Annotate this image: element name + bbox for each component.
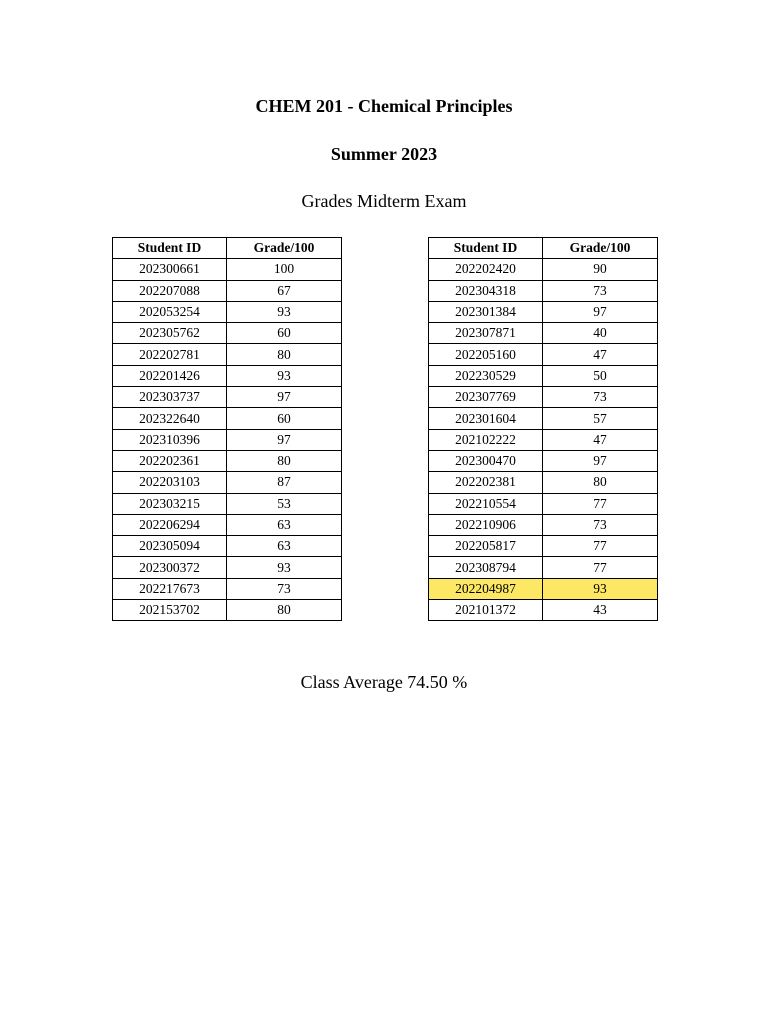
grade-cell: 77 — [543, 557, 658, 578]
student-id-cell: 202101372 — [429, 600, 543, 621]
class-average: Class Average 74.50 % — [300, 672, 468, 692]
student-id-cell: 202305094 — [113, 536, 227, 557]
student-id-cell: 202153702 — [113, 600, 227, 621]
student-id-cell: 202308794 — [429, 557, 543, 578]
grade-cell: 97 — [227, 429, 342, 450]
student-id-cell: 202204987 — [429, 578, 543, 599]
grade-cell: 53 — [227, 493, 342, 514]
grade-cell: 93 — [227, 365, 342, 386]
table-row — [429, 323, 658, 344]
term-title: Summer 2023 — [330, 144, 438, 164]
grade-cell: 63 — [227, 536, 342, 557]
grade-cell: 100 — [227, 259, 342, 280]
table-row — [113, 429, 342, 450]
student-id-cell: 202304318 — [429, 280, 543, 301]
table-row — [429, 472, 658, 493]
student-id-cell: 202210906 — [429, 514, 543, 535]
grades-table-right — [428, 237, 658, 621]
grade-cell: 97 — [227, 387, 342, 408]
student-id-cell: 202102222 — [429, 429, 543, 450]
grade-cell: 60 — [227, 408, 342, 429]
table-row — [429, 344, 658, 365]
table-row — [113, 600, 342, 621]
table-row — [429, 578, 658, 599]
course-title: CHEM 201 - Chemical Principles — [255, 96, 513, 116]
grade-cell: 63 — [227, 514, 342, 535]
grade-cell: 47 — [543, 344, 658, 365]
header-grade: Grade/100 — [227, 238, 342, 259]
table-row — [429, 493, 658, 514]
grade-cell: 40 — [543, 323, 658, 344]
table-row — [429, 387, 658, 408]
header-student-id: Student ID — [113, 238, 227, 259]
grade-cell: 43 — [543, 600, 658, 621]
table-row — [113, 472, 342, 493]
grade-cell: 73 — [227, 578, 342, 599]
student-id-cell: 202202420 — [429, 259, 543, 280]
table-row — [113, 408, 342, 429]
grade-cell: 73 — [543, 514, 658, 535]
grade-cell: 93 — [227, 301, 342, 322]
student-id-cell: 202205160 — [429, 344, 543, 365]
table-row — [429, 600, 658, 621]
student-id-cell: 202300470 — [429, 450, 543, 471]
student-id-cell: 202322640 — [113, 408, 227, 429]
student-id-cell: 202203103 — [113, 472, 227, 493]
student-id-cell: 202206294 — [113, 514, 227, 535]
grade-cell: 97 — [543, 301, 658, 322]
grade-cell: 50 — [543, 365, 658, 386]
student-id-cell: 202217673 — [113, 578, 227, 599]
student-id-cell: 202305762 — [113, 323, 227, 344]
student-id-cell: 202053254 — [113, 301, 227, 322]
grade-cell: 93 — [543, 578, 658, 599]
student-id-cell: 202230529 — [429, 365, 543, 386]
student-id-cell: 202207088 — [113, 280, 227, 301]
table-row — [113, 450, 342, 471]
table-row — [113, 536, 342, 557]
exam-title: Grades Midterm Exam — [301, 191, 467, 211]
header-student-id: Student ID — [429, 238, 543, 259]
grade-cell: 47 — [543, 429, 658, 450]
student-id-cell: 202300372 — [113, 557, 227, 578]
grade-cell: 90 — [543, 259, 658, 280]
table-row — [113, 387, 342, 408]
grade-cell: 57 — [543, 408, 658, 429]
table-row — [113, 301, 342, 322]
student-id-cell: 202301604 — [429, 408, 543, 429]
table-row — [429, 280, 658, 301]
table-row — [429, 429, 658, 450]
student-id-cell: 202202781 — [113, 344, 227, 365]
grade-cell: 87 — [227, 472, 342, 493]
student-id-cell: 202201426 — [113, 365, 227, 386]
student-id-cell: 202310396 — [113, 429, 227, 450]
grade-cell: 80 — [227, 344, 342, 365]
table-row — [113, 365, 342, 386]
grade-cell: 97 — [543, 450, 658, 471]
grade-cell: 80 — [227, 600, 342, 621]
table-row — [113, 344, 342, 365]
table-row — [429, 450, 658, 471]
grade-cell: 80 — [543, 472, 658, 493]
student-id-cell: 202303215 — [113, 493, 227, 514]
grades-table-left — [112, 237, 342, 621]
table-row — [429, 259, 658, 280]
grade-cell: 77 — [543, 493, 658, 514]
table-row — [113, 280, 342, 301]
table-row — [429, 536, 658, 557]
student-id-cell: 202307769 — [429, 387, 543, 408]
student-id-cell: 202210554 — [429, 493, 543, 514]
student-id-cell: 202202381 — [429, 472, 543, 493]
table-row — [113, 557, 342, 578]
grade-cell: 73 — [543, 387, 658, 408]
student-id-cell: 202303737 — [113, 387, 227, 408]
table-row — [429, 408, 658, 429]
grade-cell: 67 — [227, 280, 342, 301]
table-row — [429, 301, 658, 322]
grade-cell: 73 — [543, 280, 658, 301]
table-row — [429, 365, 658, 386]
student-id-cell: 202300661 — [113, 259, 227, 280]
student-id-cell: 202307871 — [429, 323, 543, 344]
grade-cell: 77 — [543, 536, 658, 557]
header-grade: Grade/100 — [543, 238, 658, 259]
grade-cell: 80 — [227, 450, 342, 471]
student-id-cell: 202301384 — [429, 301, 543, 322]
table-row — [113, 493, 342, 514]
table-header-row — [429, 238, 658, 259]
grade-cell: 60 — [227, 323, 342, 344]
table-row — [113, 259, 342, 280]
table-row — [429, 557, 658, 578]
table-row — [113, 323, 342, 344]
grade-cell: 93 — [227, 557, 342, 578]
table-row — [113, 514, 342, 535]
student-id-cell: 202205817 — [429, 536, 543, 557]
table-row — [429, 514, 658, 535]
student-id-cell: 202202361 — [113, 450, 227, 471]
table-header-row — [113, 238, 342, 259]
table-row — [113, 578, 342, 599]
